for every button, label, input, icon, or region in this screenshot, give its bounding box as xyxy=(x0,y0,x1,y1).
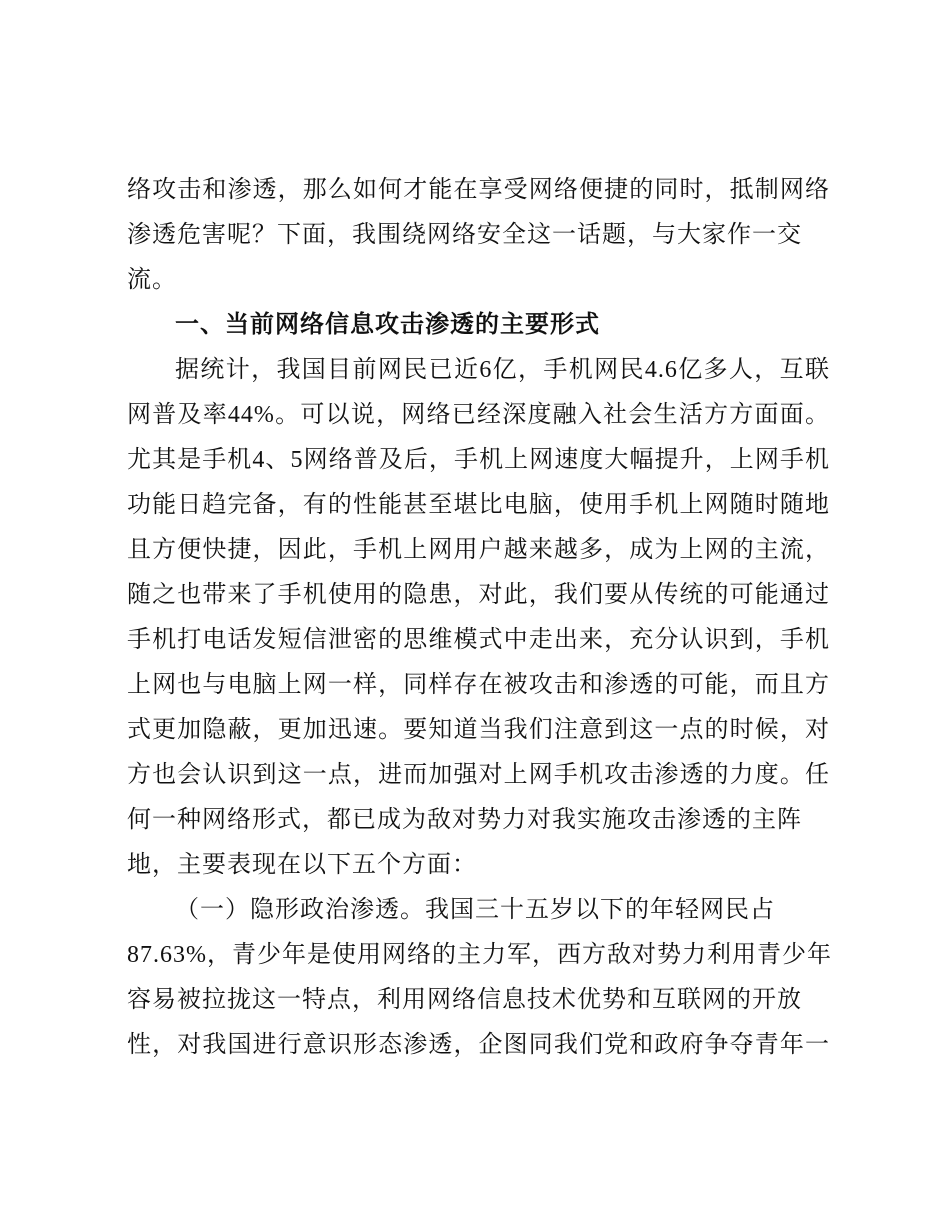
paragraph-line: 且方便快捷，因此，手机上网用户越来越多，成为上网的主流， xyxy=(127,537,830,563)
paragraph-line: 上网也与电脑上网一样，同样存在被攻击和渗透的可能，而且方 xyxy=(127,672,830,698)
section-heading: 一、当前网络信息攻击渗透的主要形式 xyxy=(175,311,600,338)
paragraph-line: 式更加隐蔽，更加迅速。要知道当我们注意到这一点的时候，对 xyxy=(127,717,830,743)
paragraph-line: 方也会认识到这一点，进而加强对上网手机攻击渗透的力度。任 xyxy=(127,762,830,788)
paragraph-line: 流。 xyxy=(127,267,177,293)
paragraph-line: 渗透危害呢？下面，我围绕网络安全这一话题，与大家作一交 xyxy=(127,222,802,248)
paragraph-line: 87.63%，青少年是使用网络的主力军，西方敌对势力利用青少年 xyxy=(127,942,832,968)
paragraph-line: 据统计，我国目前网民已近6亿，手机网民4.6亿多人，互联 xyxy=(175,357,830,383)
paragraph-line: 手机打电话发短信泄密的思维模式中走出来，充分认识到，手机 xyxy=(127,627,830,653)
paragraph-line: 何一种网络形式，都已成为敌对势力对我实施攻击渗透的主阵 xyxy=(127,807,802,833)
paragraph-line: 地，主要表现在以下五个方面： xyxy=(127,852,477,878)
paragraph-line: 尤其是手机4、5网络普及后，手机上网速度大幅提升，上网手机 xyxy=(127,447,830,473)
paragraph-line: 络攻击和渗透，那么如何才能在享受网络便捷的同时，抵制网络 xyxy=(127,177,830,203)
paragraph-line: 容易被拉拢这一特点，利用网络信息技术优势和互联网的开放 xyxy=(127,987,802,1013)
paragraph-line: 功能日趋完备，有的性能甚至堪比电脑，使用手机上网随时随地 xyxy=(127,492,830,518)
paragraph-line: 随之也带来了手机使用的隐患，对此，我们要从传统的可能通过 xyxy=(127,582,830,608)
paragraph-line: 性，对我国进行意识形态渗透，企图同我们党和政府争夺青年一 xyxy=(127,1032,830,1058)
subsection-line: （一）隐形政治渗透。我国三十五岁以下的年轻网民占 xyxy=(175,897,775,923)
paragraph-line: 网普及率44%。可以说，网络已经深度融入社会生活方方面面。 xyxy=(127,402,830,428)
